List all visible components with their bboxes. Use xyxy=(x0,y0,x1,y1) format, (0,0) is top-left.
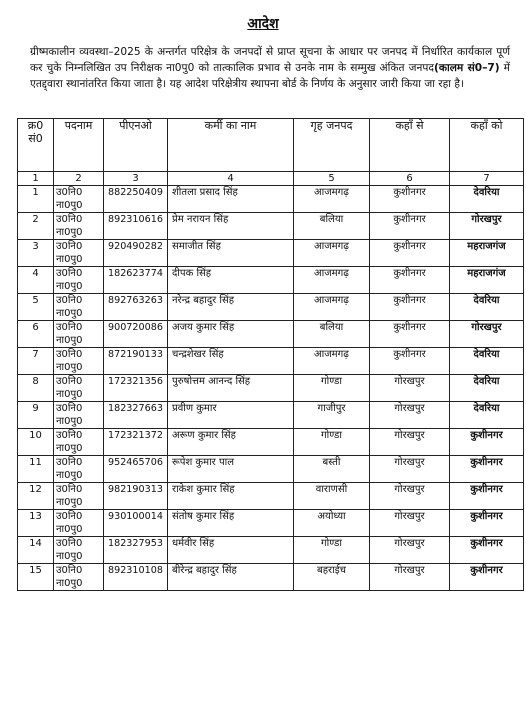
pno-cell: 892310108 xyxy=(104,564,168,591)
from-district-cell: गोरखपुर xyxy=(370,375,450,402)
designation-cell: उ0नि0 ना0पु0 xyxy=(54,213,104,240)
home-district-cell: बहराईच xyxy=(294,564,370,591)
from-district-cell: कुशीनगर xyxy=(370,321,450,348)
table-row xyxy=(18,240,524,267)
title-text: आदेश xyxy=(247,16,279,32)
name-cell: संतोष कुमार सिंह xyxy=(168,510,294,537)
table-row xyxy=(18,213,524,240)
name-cell: चन्द्रशेखर सिंह xyxy=(168,348,294,375)
to-district-cell: देवरिया xyxy=(450,375,524,402)
to-district-cell: देवरिया xyxy=(450,186,524,213)
table-row xyxy=(18,483,524,510)
serial-cell: 7 xyxy=(18,348,54,375)
header-row xyxy=(18,119,524,172)
column-number: 4 xyxy=(168,172,294,186)
table-row xyxy=(18,321,524,348)
from-district-cell: गोरखपुर xyxy=(370,564,450,591)
pno-cell: 172321356 xyxy=(104,375,168,402)
from-district-cell: गोरखपुर xyxy=(370,402,450,429)
table-row xyxy=(18,564,524,591)
table-row xyxy=(18,348,524,375)
to-district-cell: गोरखपुर xyxy=(450,321,524,348)
designation-cell: उ0नि0 ना0पु0 xyxy=(54,186,104,213)
home-district-cell: गोण्डा xyxy=(294,375,370,402)
header-pno: पीएनओ xyxy=(104,119,168,172)
home-district-cell: बलिया xyxy=(294,213,370,240)
table-row xyxy=(18,429,524,456)
to-district-cell: कुशीनगर xyxy=(450,483,524,510)
to-district-cell: महराजगंज xyxy=(450,240,524,267)
home-district-cell: आजमगढ़ xyxy=(294,267,370,294)
from-district-cell: कुशीनगर xyxy=(370,294,450,321)
name-cell: राकेश कुमार सिंह xyxy=(168,483,294,510)
from-district-cell: कुशीनगर xyxy=(370,186,450,213)
to-district-cell: महराजगंज xyxy=(450,267,524,294)
name-cell: प्रवीण कुमार xyxy=(168,402,294,429)
header-designation: पदनाम xyxy=(54,119,104,172)
column-number: 7 xyxy=(450,172,524,186)
name-cell: नरेन्द्र बहादुर सिंह xyxy=(168,294,294,321)
serial-cell: 9 xyxy=(18,402,54,429)
header-from: कहाँ से xyxy=(370,119,450,172)
to-district-cell: गोरखपुर xyxy=(450,213,524,240)
pno-cell: 182327663 xyxy=(104,402,168,429)
column-number: 1 xyxy=(18,172,54,186)
serial-cell: 8 xyxy=(18,375,54,402)
pno-cell: 172321372 xyxy=(104,429,168,456)
pno-cell: 930100014 xyxy=(104,510,168,537)
to-district-cell: कुशीनगर xyxy=(450,564,524,591)
to-district-cell: देवरिया xyxy=(450,348,524,375)
from-district-cell: गोरखपुर xyxy=(370,483,450,510)
to-district-cell: कुशीनगर xyxy=(450,510,524,537)
name-cell: प्रेम नरायन सिंह xyxy=(168,213,294,240)
table-row xyxy=(18,537,524,564)
paragraph-text-2: में एतद्द्वारा स्थानांतरित किया जाता है। यह आदेश परिक्षेत्रीय स्थापना बोर्ड के निर्णय के अनुसार जारी किया जा रहा है। xyxy=(30,62,510,90)
serial-cell: 13 xyxy=(18,510,54,537)
paragraph-text-1: ग्रीष्मकालीन व्यवस्था–2025 के अन्तर्गत परिक्षेत्र के जनपदों से प्राप्त सूचना के आधार पर जनपद में निर्धारित कार्यकाल पूर्ण कर चुके निम्नलिखित उप निरीक्षक ना0पु0 को तात्कालिक प्रभाव से उनके नाम के सम्मुख अंकित जनपद xyxy=(30,46,510,74)
home-district-cell: आजमगढ़ xyxy=(294,240,370,267)
serial-cell: 3 xyxy=(18,240,54,267)
designation-cell: उ0नि0 ना0पु0 xyxy=(54,402,104,429)
table-row xyxy=(18,375,524,402)
from-district-cell: कुशीनगर xyxy=(370,240,450,267)
pno-cell: 872190133 xyxy=(104,348,168,375)
table-row xyxy=(18,510,524,537)
from-district-cell: कुशीनगर xyxy=(370,213,450,240)
pno-cell: 182623774 xyxy=(104,267,168,294)
name-cell: दीपक सिंह xyxy=(168,267,294,294)
name-cell: अजय कुमार सिंह xyxy=(168,321,294,348)
designation-cell: उ0नि0 ना0पु0 xyxy=(54,321,104,348)
home-district-cell: आजमगढ़ xyxy=(294,294,370,321)
home-district-cell: बस्ती xyxy=(294,456,370,483)
serial-cell: 12 xyxy=(18,483,54,510)
name-cell: बीरेन्द्र बहादुर सिंह xyxy=(168,564,294,591)
pno-cell: 892763263 xyxy=(104,294,168,321)
transfer-table xyxy=(17,118,524,591)
serial-cell: 4 xyxy=(18,267,54,294)
column-number: 5 xyxy=(294,172,370,186)
home-district-cell: अयोध्या xyxy=(294,510,370,537)
designation-cell: उ0नि0 ना0पु0 xyxy=(54,510,104,537)
pno-cell: 920490282 xyxy=(104,240,168,267)
column-number: 6 xyxy=(370,172,450,186)
serial-cell: 6 xyxy=(18,321,54,348)
table-row xyxy=(18,294,524,321)
serial-cell: 11 xyxy=(18,456,54,483)
to-district-cell: देवरिया xyxy=(450,402,524,429)
serial-cell: 5 xyxy=(18,294,54,321)
name-cell: समाजीत सिंह xyxy=(168,240,294,267)
column-number-row xyxy=(18,172,524,186)
home-district-cell: गोण्डा xyxy=(294,537,370,564)
designation-cell: उ0नि0 ना0पु0 xyxy=(54,564,104,591)
designation-cell: उ0नि0 ना0पु0 xyxy=(54,294,104,321)
home-district-cell: आजमगढ़ xyxy=(294,348,370,375)
designation-cell: उ0नि0 ना0पु0 xyxy=(54,483,104,510)
pno-cell: 982190313 xyxy=(104,483,168,510)
table-row xyxy=(18,186,524,213)
document-title xyxy=(0,14,526,33)
table-row xyxy=(18,402,524,429)
to-district-cell: देवरिया xyxy=(450,294,524,321)
designation-cell: उ0नि0 ना0पु0 xyxy=(54,348,104,375)
serial-cell: 1 xyxy=(18,186,54,213)
name-cell: रूपेश कुमार पाल xyxy=(168,456,294,483)
table-row xyxy=(18,267,524,294)
order-paragraph xyxy=(30,44,510,92)
pno-cell: 900720086 xyxy=(104,321,168,348)
serial-cell: 14 xyxy=(18,537,54,564)
header-name: कर्मी का नाम xyxy=(168,119,294,172)
to-district-cell: कुशीनगर xyxy=(450,537,524,564)
from-district-cell: कुशीनगर xyxy=(370,348,450,375)
pno-cell: 882250409 xyxy=(104,186,168,213)
header-home-district: गृह जनपद xyxy=(294,119,370,172)
name-cell: अरूण कुमार सिंह xyxy=(168,429,294,456)
designation-cell: उ0नि0 ना0पु0 xyxy=(54,429,104,456)
name-cell: पुरुषोत्तम आनन्द सिंह xyxy=(168,375,294,402)
name-cell: शीतला प्रसाद सिंह xyxy=(168,186,294,213)
designation-cell: उ0नि0 ना0पु0 xyxy=(54,267,104,294)
name-cell: धर्मवीर सिंह xyxy=(168,537,294,564)
serial-cell: 2 xyxy=(18,213,54,240)
home-district-cell: बलिया xyxy=(294,321,370,348)
designation-cell: उ0नि0 ना0पु0 xyxy=(54,240,104,267)
to-district-cell: कुशीनगर xyxy=(450,456,524,483)
from-district-cell: गोरखपुर xyxy=(370,537,450,564)
home-district-cell: वाराणसी xyxy=(294,483,370,510)
serial-cell: 10 xyxy=(18,429,54,456)
to-district-cell: कुशीनगर xyxy=(450,429,524,456)
home-district-cell: गोण्डा xyxy=(294,429,370,456)
designation-cell: उ0नि0 ना0पु0 xyxy=(54,456,104,483)
home-district-cell: गाजीपुर xyxy=(294,402,370,429)
header-serial: क्र0 सं0 xyxy=(18,119,54,172)
pno-cell: 892310616 xyxy=(104,213,168,240)
table-row xyxy=(18,456,524,483)
home-district-cell: आजमगढ़ xyxy=(294,186,370,213)
from-district-cell: गोरखपुर xyxy=(370,510,450,537)
from-district-cell: गोरखपुर xyxy=(370,429,450,456)
header-to: कहाँ को xyxy=(450,119,524,172)
from-district-cell: कुशीनगर xyxy=(370,267,450,294)
column-number: 3 xyxy=(104,172,168,186)
column-number: 2 xyxy=(54,172,104,186)
paragraph-column-ref: (कालम सं0–7) xyxy=(433,62,500,74)
designation-cell: उ0नि0 ना0पु0 xyxy=(54,375,104,402)
pno-cell: 182327953 xyxy=(104,537,168,564)
designation-cell: उ0नि0 ना0पु0 xyxy=(54,537,104,564)
pno-cell: 952465706 xyxy=(104,456,168,483)
serial-cell: 15 xyxy=(18,564,54,591)
from-district-cell: गोरखपुर xyxy=(370,456,450,483)
